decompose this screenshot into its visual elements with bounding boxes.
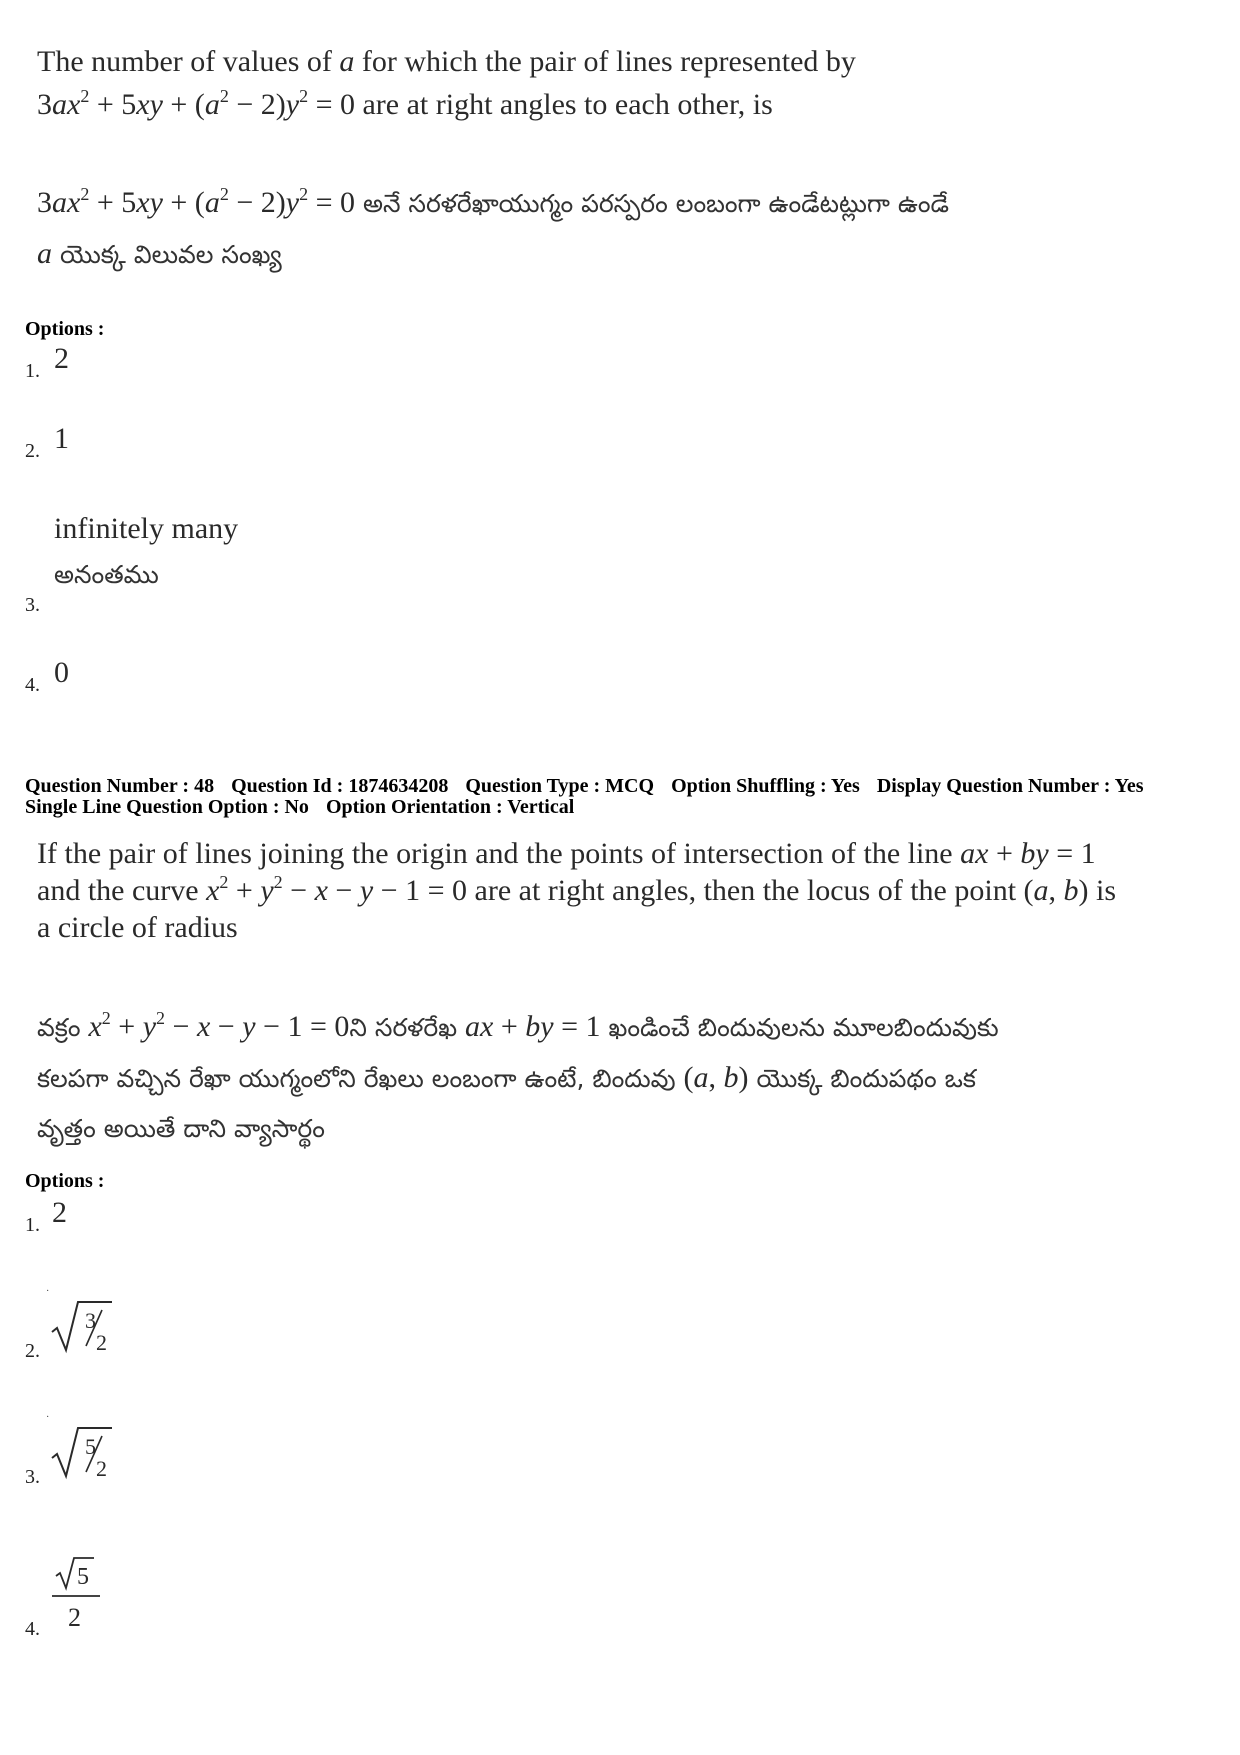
q48-stem-line2 bbox=[37, 872, 1217, 909]
q48-option-4-value[interactable] bbox=[50, 1548, 110, 1643]
q48-meta-display-number: Display Question Number : Yes bbox=[876, 775, 1144, 797]
q48-stem-line1 bbox=[37, 835, 1217, 872]
q48-te-line1-b: ని సరళరేఖ bbox=[349, 1013, 458, 1042]
q47-var-a: a bbox=[339, 45, 355, 78]
q47-options-label: Options : bbox=[25, 318, 105, 340]
q48-option-3-den: 2 bbox=[96, 1456, 107, 1481]
q48-stem-line2-suffix: is bbox=[1096, 874, 1117, 907]
q47-te-line1 bbox=[37, 178, 1187, 229]
q48-te-line2-a: కలపగా వచ్చిన రేఖా యుగ్మంలోని రేఖలు లంబంగా ఉంటే, బిందువు bbox=[37, 1064, 676, 1093]
q48-option-4-number: 4. bbox=[25, 1618, 40, 1640]
q47-option-4-value[interactable]: 0 bbox=[54, 656, 69, 689]
q48-option-4-fraction-icon bbox=[50, 1548, 110, 1638]
q48-option-4-num: 5 bbox=[77, 1564, 89, 1590]
q48-te-line1 bbox=[37, 1002, 1217, 1053]
q47-equation-te: $3ax^2 + 5xy + (a^2 - 2)y^2 = 0$ bbox=[37, 184, 355, 219]
q48-te-curve-equation: $x^2 + y^2 - x - y - 1 = 0$ bbox=[88, 1008, 350, 1043]
q48-option-2-value[interactable] bbox=[46, 1288, 116, 1363]
q47-option-2-value[interactable]: 1 bbox=[54, 422, 69, 455]
q47-stem-en bbox=[37, 40, 1187, 126]
q47-stem-line2 bbox=[37, 83, 1187, 126]
q47-stem-line1 bbox=[37, 40, 1187, 83]
q48-meta-line2 bbox=[25, 797, 586, 818]
q48-te-line1-c: ఖండించే బిందువులను మూలబిందువుకు bbox=[608, 1013, 999, 1042]
q48-stem-line1-text: If the pair of lines joining the origin and the points of intersection of the line bbox=[37, 837, 953, 870]
q48-line-equation: ax + by = 1 bbox=[960, 837, 1096, 870]
q47-te-var-a: a bbox=[37, 237, 52, 270]
q48-te-line-equation: ax + by = 1 bbox=[465, 1010, 601, 1043]
q47-stem-suffix: for which the pair of lines represented by bbox=[361, 45, 856, 78]
q47-option-1-number: 1. bbox=[25, 360, 40, 382]
q48-te-line2 bbox=[37, 1053, 1217, 1104]
q48-meta-id: Question Id : 1874634208 bbox=[231, 775, 449, 797]
q47-option-3-value[interactable]: infinitely many bbox=[54, 512, 239, 545]
q48-stem-te bbox=[37, 1002, 1217, 1154]
q47-option-2-number: 2. bbox=[25, 440, 40, 462]
q48-curve-equation: $x^2 + y^2 - x - y - 1 = 0$ bbox=[206, 872, 468, 907]
q48-point-ab: (a, b) bbox=[1023, 874, 1089, 907]
q48-meta-type: Question Type : MCQ bbox=[465, 775, 655, 797]
q48-stem-line2-mid: are at right angles, then the locus of the point bbox=[474, 874, 1017, 907]
q48-option-2-den: 2 bbox=[96, 1330, 107, 1355]
q47-stem-te bbox=[37, 178, 1187, 280]
q48-option-3-number: 3. bbox=[25, 1466, 40, 1488]
q48-te-line1-a: వక్రం bbox=[37, 1013, 81, 1042]
q48-option-4-den: 2 bbox=[68, 1603, 81, 1632]
q48-meta-single-line: Single Line Question Option : No bbox=[25, 796, 309, 818]
q48-option-1-value[interactable]: 2 bbox=[52, 1196, 67, 1229]
q48-stem-line2-prefix: and the curve bbox=[37, 874, 199, 907]
q48-te-line2-b: యొక్క బిందుపథం ఒక bbox=[756, 1064, 976, 1093]
q48-meta-line1 bbox=[25, 776, 1156, 797]
q48-option-3-value[interactable] bbox=[46, 1414, 116, 1489]
q48-stem-line3: a circle of radius bbox=[37, 911, 238, 944]
q48-meta-shuffling: Option Shuffling : Yes bbox=[671, 775, 860, 797]
q47-option-3-value-te: అనంతము bbox=[54, 560, 159, 589]
q48-meta-orientation: Option Orientation : Vertical bbox=[325, 796, 575, 818]
q48-option-1-number: 1. bbox=[25, 1214, 40, 1236]
q47-option-4-number: 4. bbox=[25, 674, 40, 696]
q47-option-3-number: 3. bbox=[25, 594, 40, 616]
q47-te-line2 bbox=[37, 229, 1187, 280]
q48-option-2-num: 3 bbox=[85, 1308, 96, 1333]
svg-text:·: · bbox=[46, 1414, 50, 1423]
q47-equation: $3ax^2 + 5xy + (a^2 - 2)y^2 = 0$ bbox=[37, 86, 355, 121]
q47-stem-tail: are at right angles to each other, is bbox=[362, 88, 773, 121]
q48-meta-number: Question Number : 48 bbox=[25, 775, 215, 797]
q48-stem-en bbox=[37, 835, 1217, 946]
svg-text:·: · bbox=[46, 1288, 50, 1297]
q48-option-3-sqrt-icon bbox=[46, 1414, 116, 1484]
q48-option-2-sqrt-icon bbox=[46, 1288, 116, 1358]
q47-stem-prefix: The number of values of bbox=[37, 45, 332, 78]
q47-te-line2-text: యొక్క విలువల సంఖ్య bbox=[59, 240, 282, 269]
q48-te-line3: వృత్తం అయితే దాని వ్యాసార్థం bbox=[37, 1114, 325, 1143]
q48-option-2-number: 2. bbox=[25, 1340, 40, 1362]
q47-option-1-value[interactable]: 2 bbox=[54, 342, 69, 375]
q48-te-point-ab: (a, b) bbox=[683, 1061, 749, 1094]
q48-option-3-num: 5 bbox=[85, 1434, 96, 1459]
q48-options-label: Options : bbox=[25, 1170, 105, 1192]
q47-te-tail: అనే సరళరేఖాయుగ్మం పరస్పరం లంబంగా ఉండేటట్లుగా ఉండే bbox=[362, 189, 949, 218]
